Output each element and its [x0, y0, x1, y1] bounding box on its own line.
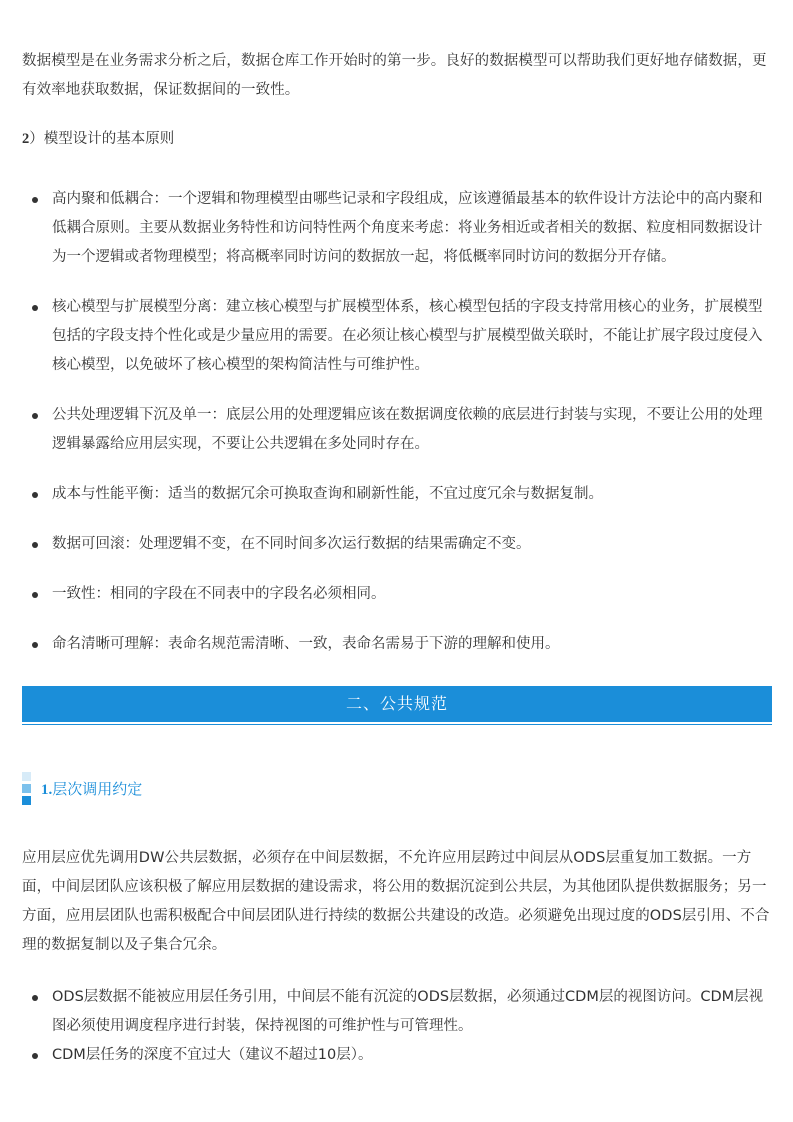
bullet-icon — [32, 995, 38, 1001]
banner-divider — [22, 724, 772, 725]
section-banner: 二、公共规范 — [22, 686, 772, 722]
intro-paragraph: 数据模型是在业务需求分析之后，数据仓库工作开始时的第一步。良好的数据模型可以帮助我们更好地存储数据，更有效率地获取数据，保证数据间的一致性。 — [22, 53, 767, 98]
list-item: ODS层数据不能被应用层任务引用，中间层不能有沉淀的ODS层数据，必须通过CDM层的视图访问。CDM层视图必须使用调度程序进行封装，保持视图的可维护性与可管理性。 — [22, 983, 772, 1041]
heading-title — [41, 775, 142, 805]
heading-number: 1. — [41, 782, 53, 798]
bullet-icon — [32, 492, 38, 498]
list-item: 核心模型与扩展模型分离：建立核心模型与扩展模型体系，核心模型包括的字段支持常用核心的业务，扩展模型包括的字段支持个性化或是少量应用的需要。在必须让核心模型与扩展模型做关联时，不能让扩展字段过度侵入核心模型，以免破坏了核心模型的架构简洁性与可维护性。 — [22, 293, 772, 380]
list-item: 公共处理逻辑下沉及单一：底层公用的处理逻辑应该在数据调度依赖的底层进行封装与实现，不要让公用的处理逻辑暴露给应用层实现，不要让公共逻辑在多处同时存在。 — [22, 401, 772, 459]
bullet-icon — [32, 642, 38, 648]
principles-list — [22, 185, 772, 680]
list-item: 命名清晰可理解：表命名规范需清晰、一致，表命名需易于下游的理解和使用。 — [22, 630, 772, 659]
bullet-icon — [32, 197, 38, 203]
subsection-heading — [22, 125, 772, 154]
list-item: CDM层任务的深度不宜过大（建议不超过10层）。 — [22, 1041, 772, 1070]
list-item: 数据可回滚：处理逻辑不变，在不同时间多次运行数据的结果需确定不变。 — [22, 530, 772, 559]
bullet-icon — [32, 413, 38, 419]
subsection-number: 2 — [22, 131, 30, 147]
bullet-icon — [32, 592, 38, 598]
body-paragraph: 应用层应优先调用DW公共层数据，必须存在中间层数据，不允许应用层跨过中间层从ODS层重复加工数据。一方面，中间层团队应该积极了解应用层数据的建设需求，将公用的数据沉淀到公共层，为其他团队提供数据服务；另一方面，应用层团队也需积极配合中间层团队进行持续的数据公共建设的改造。必须避免出现过度的ODS层引用、不合理的数据复制以及子集合冗余。 — [22, 850, 770, 953]
list-item: 一致性：相同的字段在不同表中的字段名必须相同。 — [22, 580, 772, 609]
heading-text: 层次调用约定 — [52, 780, 143, 798]
bullet-icon — [32, 542, 38, 548]
list-item: 成本与性能平衡：适当的数据冗余可换取查询和刷新性能，不宜过度冗余与数据复制。 — [22, 480, 772, 509]
rules-list — [22, 983, 772, 1070]
subsection-title: ）模型设计的基本原则 — [29, 131, 175, 147]
heading-marker-icon — [22, 772, 31, 806]
list-item: 高内聚和低耦合：一个逻辑和物理模型由哪些记录和字段组成，应该遵循最基本的软件设计方法论中的高内聚和低耦合原则。主要从数据业务特性和访问特性两个角度来考虑：将业务相近或者相关的数据、粒度相同数据设计为一个逻辑或者物理模型；将高概率同时访问的数据放一起，将低概率同时访问的数据分开存储。 — [22, 185, 772, 272]
bullet-icon — [32, 305, 38, 311]
bullet-icon — [32, 1053, 38, 1059]
section-heading — [22, 772, 422, 806]
